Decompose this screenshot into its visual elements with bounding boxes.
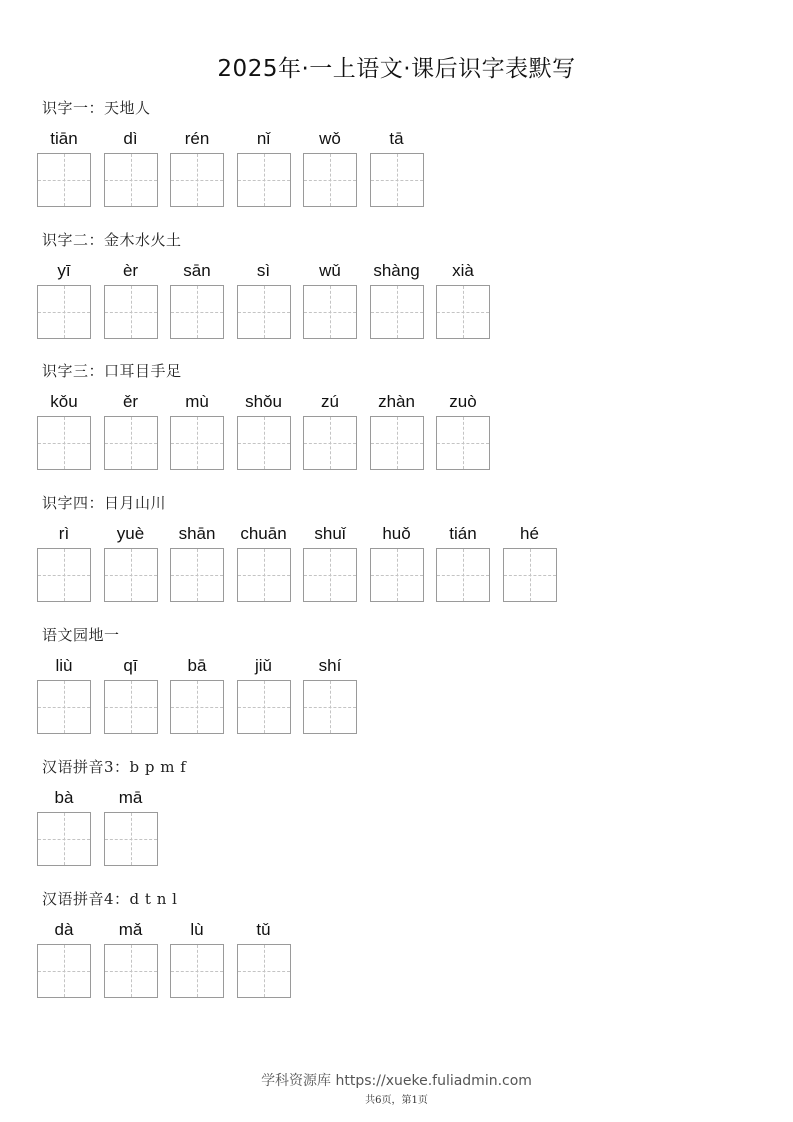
tianzige-box[interactable] (370, 153, 424, 207)
tianzige-box[interactable] (170, 416, 224, 470)
writing-cell (436, 391, 490, 470)
writing-cell (170, 523, 224, 602)
tianzige-box[interactable] (37, 944, 91, 998)
pinyin-label: jiǔ (254, 656, 272, 675)
pinyin-label: sì (256, 261, 271, 280)
tianzige-box[interactable] (237, 680, 291, 734)
tianzige-box[interactable] (237, 285, 291, 339)
writing-cell (37, 128, 91, 207)
writing-cell (237, 260, 291, 339)
section-shizi-2 (37, 230, 757, 340)
writing-cell (237, 919, 291, 998)
tianzige-box[interactable] (303, 680, 357, 734)
pinyin-label: zhàn (378, 392, 415, 411)
writing-cell (104, 260, 158, 339)
tianzige-box[interactable] (436, 416, 490, 470)
writing-cell (303, 260, 357, 339)
pinyin-label: chuān (240, 524, 287, 543)
writing-cell (104, 787, 158, 866)
tianzige-box[interactable] (237, 944, 291, 998)
tianzige-box[interactable] (237, 548, 291, 602)
pinyin-label: èr (122, 261, 139, 280)
pinyin-label: tián (449, 524, 477, 543)
pinyin-label: mù (185, 392, 209, 411)
pinyin-label: xià (452, 261, 474, 280)
pinyin-label: rì (58, 524, 70, 543)
footer-page-number: 共6页，第1页 (365, 1095, 428, 1106)
section-heading: 识字四：日月山川 (42, 494, 167, 512)
pinyin-label: sān (183, 261, 211, 280)
tianzige-box[interactable] (237, 153, 291, 207)
tianzige-box[interactable] (37, 416, 91, 470)
tianzige-box[interactable] (104, 944, 158, 998)
writing-cells (37, 391, 757, 471)
pinyin-label: tā (389, 129, 404, 148)
writing-cell (37, 655, 91, 734)
writing-cells (37, 523, 757, 603)
writing-cell (104, 128, 158, 207)
tianzige-box[interactable] (370, 285, 424, 339)
pinyin-label: mǎ (118, 920, 143, 939)
writing-cell (170, 655, 224, 734)
tianzige-box[interactable] (37, 680, 91, 734)
writing-cell (370, 128, 424, 207)
tianzige-box[interactable] (104, 548, 158, 602)
pinyin-label: rén (184, 129, 210, 148)
tianzige-box[interactable] (104, 812, 158, 866)
writing-cells (37, 128, 757, 208)
section-shizi-1 (37, 98, 757, 208)
tianzige-box[interactable] (370, 548, 424, 602)
writing-cell (37, 523, 91, 602)
tianzige-box[interactable] (170, 153, 224, 207)
tianzige-box[interactable] (436, 285, 490, 339)
tianzige-box[interactable] (37, 548, 91, 602)
section-heading: 汉语拼音4：d t n l (42, 890, 178, 908)
writing-cell (170, 260, 224, 339)
pinyin-label: dà (54, 920, 74, 939)
writing-cell (237, 391, 291, 470)
pinyin-label: shàng (373, 261, 420, 280)
tianzige-box[interactable] (303, 285, 357, 339)
pinyin-label: bā (187, 656, 207, 675)
writing-cell (237, 523, 291, 602)
writing-cells (37, 655, 757, 735)
pinyin-label: ěr (122, 392, 139, 411)
pinyin-label: liù (55, 656, 73, 675)
section-heading: 语文园地一 (42, 626, 120, 644)
pinyin-label: lù (190, 920, 204, 939)
pinyin-label: shǒu (245, 392, 282, 411)
section-pinyin-3 (37, 757, 757, 867)
writing-cell (370, 260, 424, 339)
pinyin-label: mā (118, 788, 143, 807)
tianzige-box[interactable] (170, 548, 224, 602)
writing-cell (170, 391, 224, 470)
writing-cell (104, 523, 158, 602)
tianzige-box[interactable] (37, 285, 91, 339)
section-heading: 汉语拼音3：b p m f (42, 758, 187, 776)
tianzige-box[interactable] (303, 548, 357, 602)
writing-cell (104, 919, 158, 998)
tianzige-box[interactable] (303, 153, 357, 207)
section-heading: 识字二：金木水火土 (42, 231, 182, 249)
pinyin-label: zuò (449, 392, 477, 411)
pinyin-label: wǒ (319, 129, 341, 148)
writing-cell (303, 523, 357, 602)
tianzige-box[interactable] (503, 548, 557, 602)
pinyin-label: zú (321, 392, 339, 411)
section-yuwen-yuandi-1 (37, 625, 757, 735)
pinyin-label: qī (123, 656, 138, 675)
tianzige-box[interactable] (170, 944, 224, 998)
tianzige-box[interactable] (303, 416, 357, 470)
tianzige-box[interactable] (237, 416, 291, 470)
page-title: 2025年·一上语文·课后识字表默写 (217, 56, 576, 82)
writing-cell (503, 523, 557, 602)
tianzige-box[interactable] (37, 812, 91, 866)
pinyin-label: shān (178, 524, 216, 543)
writing-cell (436, 260, 490, 339)
writing-cell (370, 523, 424, 602)
tianzige-box[interactable] (37, 153, 91, 207)
writing-cell (237, 128, 291, 207)
pinyin-label: yī (57, 261, 71, 280)
writing-cell (303, 128, 357, 207)
writing-cell (37, 391, 91, 470)
pinyin-label: nǐ (256, 129, 271, 148)
section-shizi-3 (37, 361, 757, 471)
writing-cells (37, 787, 757, 867)
writing-cell (37, 260, 91, 339)
tianzige-box[interactable] (104, 153, 158, 207)
writing-cell (104, 391, 158, 470)
section-heading: 识字三：口耳目手足 (42, 362, 182, 380)
tianzige-box[interactable] (436, 548, 490, 602)
writing-cell (170, 919, 224, 998)
pinyin-label: dì (123, 129, 138, 148)
writing-cell (37, 919, 91, 998)
pinyin-label: bà (54, 788, 74, 807)
pinyin-label: yuè (116, 524, 145, 543)
pinyin-label: kǒu (50, 392, 78, 411)
tianzige-box[interactable] (104, 285, 158, 339)
writing-cells (37, 919, 757, 999)
pinyin-label: hé (520, 524, 539, 543)
writing-cell (436, 523, 490, 602)
writing-cell (303, 655, 357, 734)
tianzige-box[interactable] (170, 680, 224, 734)
pinyin-label: tiān (50, 129, 78, 148)
writing-cell (370, 391, 424, 470)
pinyin-label: tǔ (256, 920, 271, 939)
tianzige-box[interactable] (104, 680, 158, 734)
pinyin-label: shuǐ (314, 524, 346, 543)
tianzige-box[interactable] (370, 416, 424, 470)
writing-cell (37, 787, 91, 866)
footer-source-link[interactable]: 学科资源库 https://xueke.fuliadmin.com (261, 1073, 532, 1089)
tianzige-box[interactable] (170, 285, 224, 339)
writing-cell (303, 391, 357, 470)
writing-cell (104, 655, 158, 734)
writing-cell (170, 128, 224, 207)
pinyin-label: huǒ (382, 524, 411, 543)
pinyin-label: shí (318, 656, 342, 675)
tianzige-box[interactable] (104, 416, 158, 470)
section-pinyin-4 (37, 889, 757, 999)
section-heading: 识字一：天地人 (42, 99, 151, 117)
writing-cells (37, 260, 757, 340)
writing-cell (237, 655, 291, 734)
pinyin-label: wǔ (319, 261, 341, 280)
section-shizi-4 (37, 493, 757, 603)
